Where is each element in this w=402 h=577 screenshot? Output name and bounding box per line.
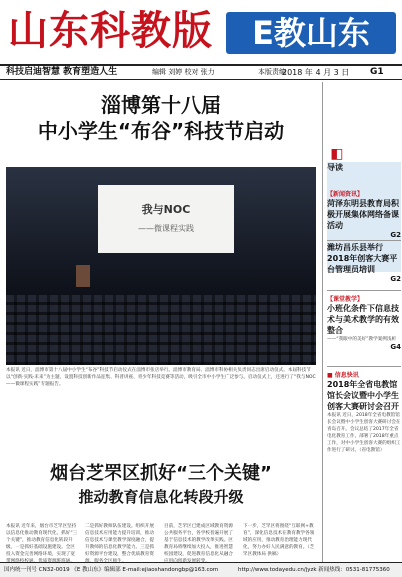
divider	[327, 240, 401, 241]
news-brief-title: 2018年全省电教馆馆长会议暨中小学生创客大赛研讨会召开	[327, 380, 399, 411]
issue-date: 2018 年 4 月 3 日	[282, 68, 350, 77]
sidebar-item-page: G2	[390, 231, 401, 239]
divider	[327, 366, 401, 367]
sidebar-item-title: 小班化条件下信息技术与美术教学的有效整合	[327, 304, 399, 335]
sidebar-item-title: 菏泽东明县教育局积极开展集体网络备课活动	[327, 199, 399, 230]
main-column	[0, 82, 322, 562]
sidebar	[322, 82, 402, 562]
body-column: 目前，芝罘区已建成区域教育资源公共服务平台，各学校普遍开展了基于信息技术的教学改革实践。区教育局将继续加大投入，推进智慧校园建设，促进教育信息化从融合	[164, 524, 233, 557]
slogan: 科技启迪智慧 教育塑造人生	[6, 67, 118, 77]
lead-headline-line1: 淄博第十八届	[101, 93, 221, 117]
contents-header	[327, 146, 347, 180]
sidebar-item-note: ——“我眼中的美好”教学案例浅析	[327, 337, 397, 342]
section-tag: 【课堂教学】	[327, 296, 364, 303]
sidebar-item-page: G2	[390, 275, 401, 283]
footer-contact: 国内统一刊号 CN32-0019 《E 教山东》编辑部 E-mail:ejiaoshandongbp@163.com	[4, 567, 219, 573]
masthead	[0, 0, 402, 64]
editor-credits: 编辑 刘婷 校对 张力	[152, 68, 215, 76]
body-column: 下一步，芝罘区将围绕“互联网+教育”，深化信息技术在教育教学各领域的应用，推动教育治理能力现代化，努力办好人民满意的教育。（芝罘区教体局 供稿）	[243, 524, 315, 557]
footer-hotline: http://www.todayedu.cn/jyzk 新闻热线：0531-81775360	[238, 567, 390, 573]
second-headline-subtitle: 推动教育信息化转段升级	[78, 488, 244, 506]
sidebar-item[interactable]	[327, 294, 401, 351]
screen-title: 我与NOC	[141, 203, 191, 216]
guide-icon: ◧	[330, 146, 344, 162]
divider	[327, 290, 401, 291]
lectern	[76, 265, 90, 287]
info-bar	[0, 64, 402, 80]
second-headline-title: 烟台芝罘区抓好“三个关键”	[50, 463, 272, 484]
footer	[0, 562, 402, 577]
lead-headline-line2: 中小学生“布谷”科技节启动	[37, 119, 285, 143]
body-column: 本报讯 近年来，烟台市芝罘区坚持以信息化推动教育现代化，抓好“三个关键”，推动教育信息化转段升级。一是抓好基础设施建设。全区投入资金完善网络环境，实现了宽	[6, 524, 78, 557]
edition-logo: E教山东	[226, 12, 396, 54]
edition-label: 本版责编	[258, 68, 286, 76]
page-number: G1	[370, 67, 384, 77]
sidebar-item[interactable]	[327, 242, 401, 283]
projection-screen	[98, 185, 234, 253]
audience-seats	[6, 295, 316, 365]
news-brief[interactable]	[327, 370, 401, 454]
lead-photo	[6, 167, 316, 365]
sidebar-item-page: G4	[390, 343, 401, 351]
contents-label: 导读	[327, 163, 343, 172]
section-tag: ■ 信息快讯	[327, 372, 359, 379]
lead-headline[interactable]	[0, 92, 322, 144]
lead-photo-caption: 本报讯 近日，淄博市第十八届中小学生“布谷”科技节启动仪式在淄博市张店举行。淄博市教育局、淄博市科协相关负责同志出席启动仪式。本届科技节以“创新·实践·未来”为主题，设置科技创新作品征集、科普讲座、青少年科技竞赛等活动，吸引全市中小学生广泛参与。启动仪式上，还进行了“我与NOC——微课程实践”专题报告。	[6, 368, 316, 387]
sidebar-item[interactable]	[327, 189, 401, 239]
body-column: 二是抓好教师队伍建设。组织开展信息技术应用能力提升培训，推动信息技术与课堂教学深度融合，提升教师的信息化教学能力。三是抓好资源平台建设，整合优质教育资	[85, 524, 154, 557]
newspaper-logo: 山东科教版	[8, 7, 213, 54]
news-brief-body: 本报讯 近日，2018年全省电教馆馆长会议暨中小学生创客大赛研讨会在青岛召开。会议总结了2017年全省电化教育工作，部署了2018年重点工作，对中小学生创客大赛的组织工作进行了研讨。（省电教馆）	[327, 413, 401, 453]
sidebar-item-title: 潍坊昌乐县举行2018年创客大赛平台管理员培训	[327, 243, 398, 274]
second-headline[interactable]	[0, 462, 322, 508]
screen-subtitle: ——微课程实践	[138, 224, 194, 233]
section-tag: 【新闻资讯】	[327, 191, 364, 198]
